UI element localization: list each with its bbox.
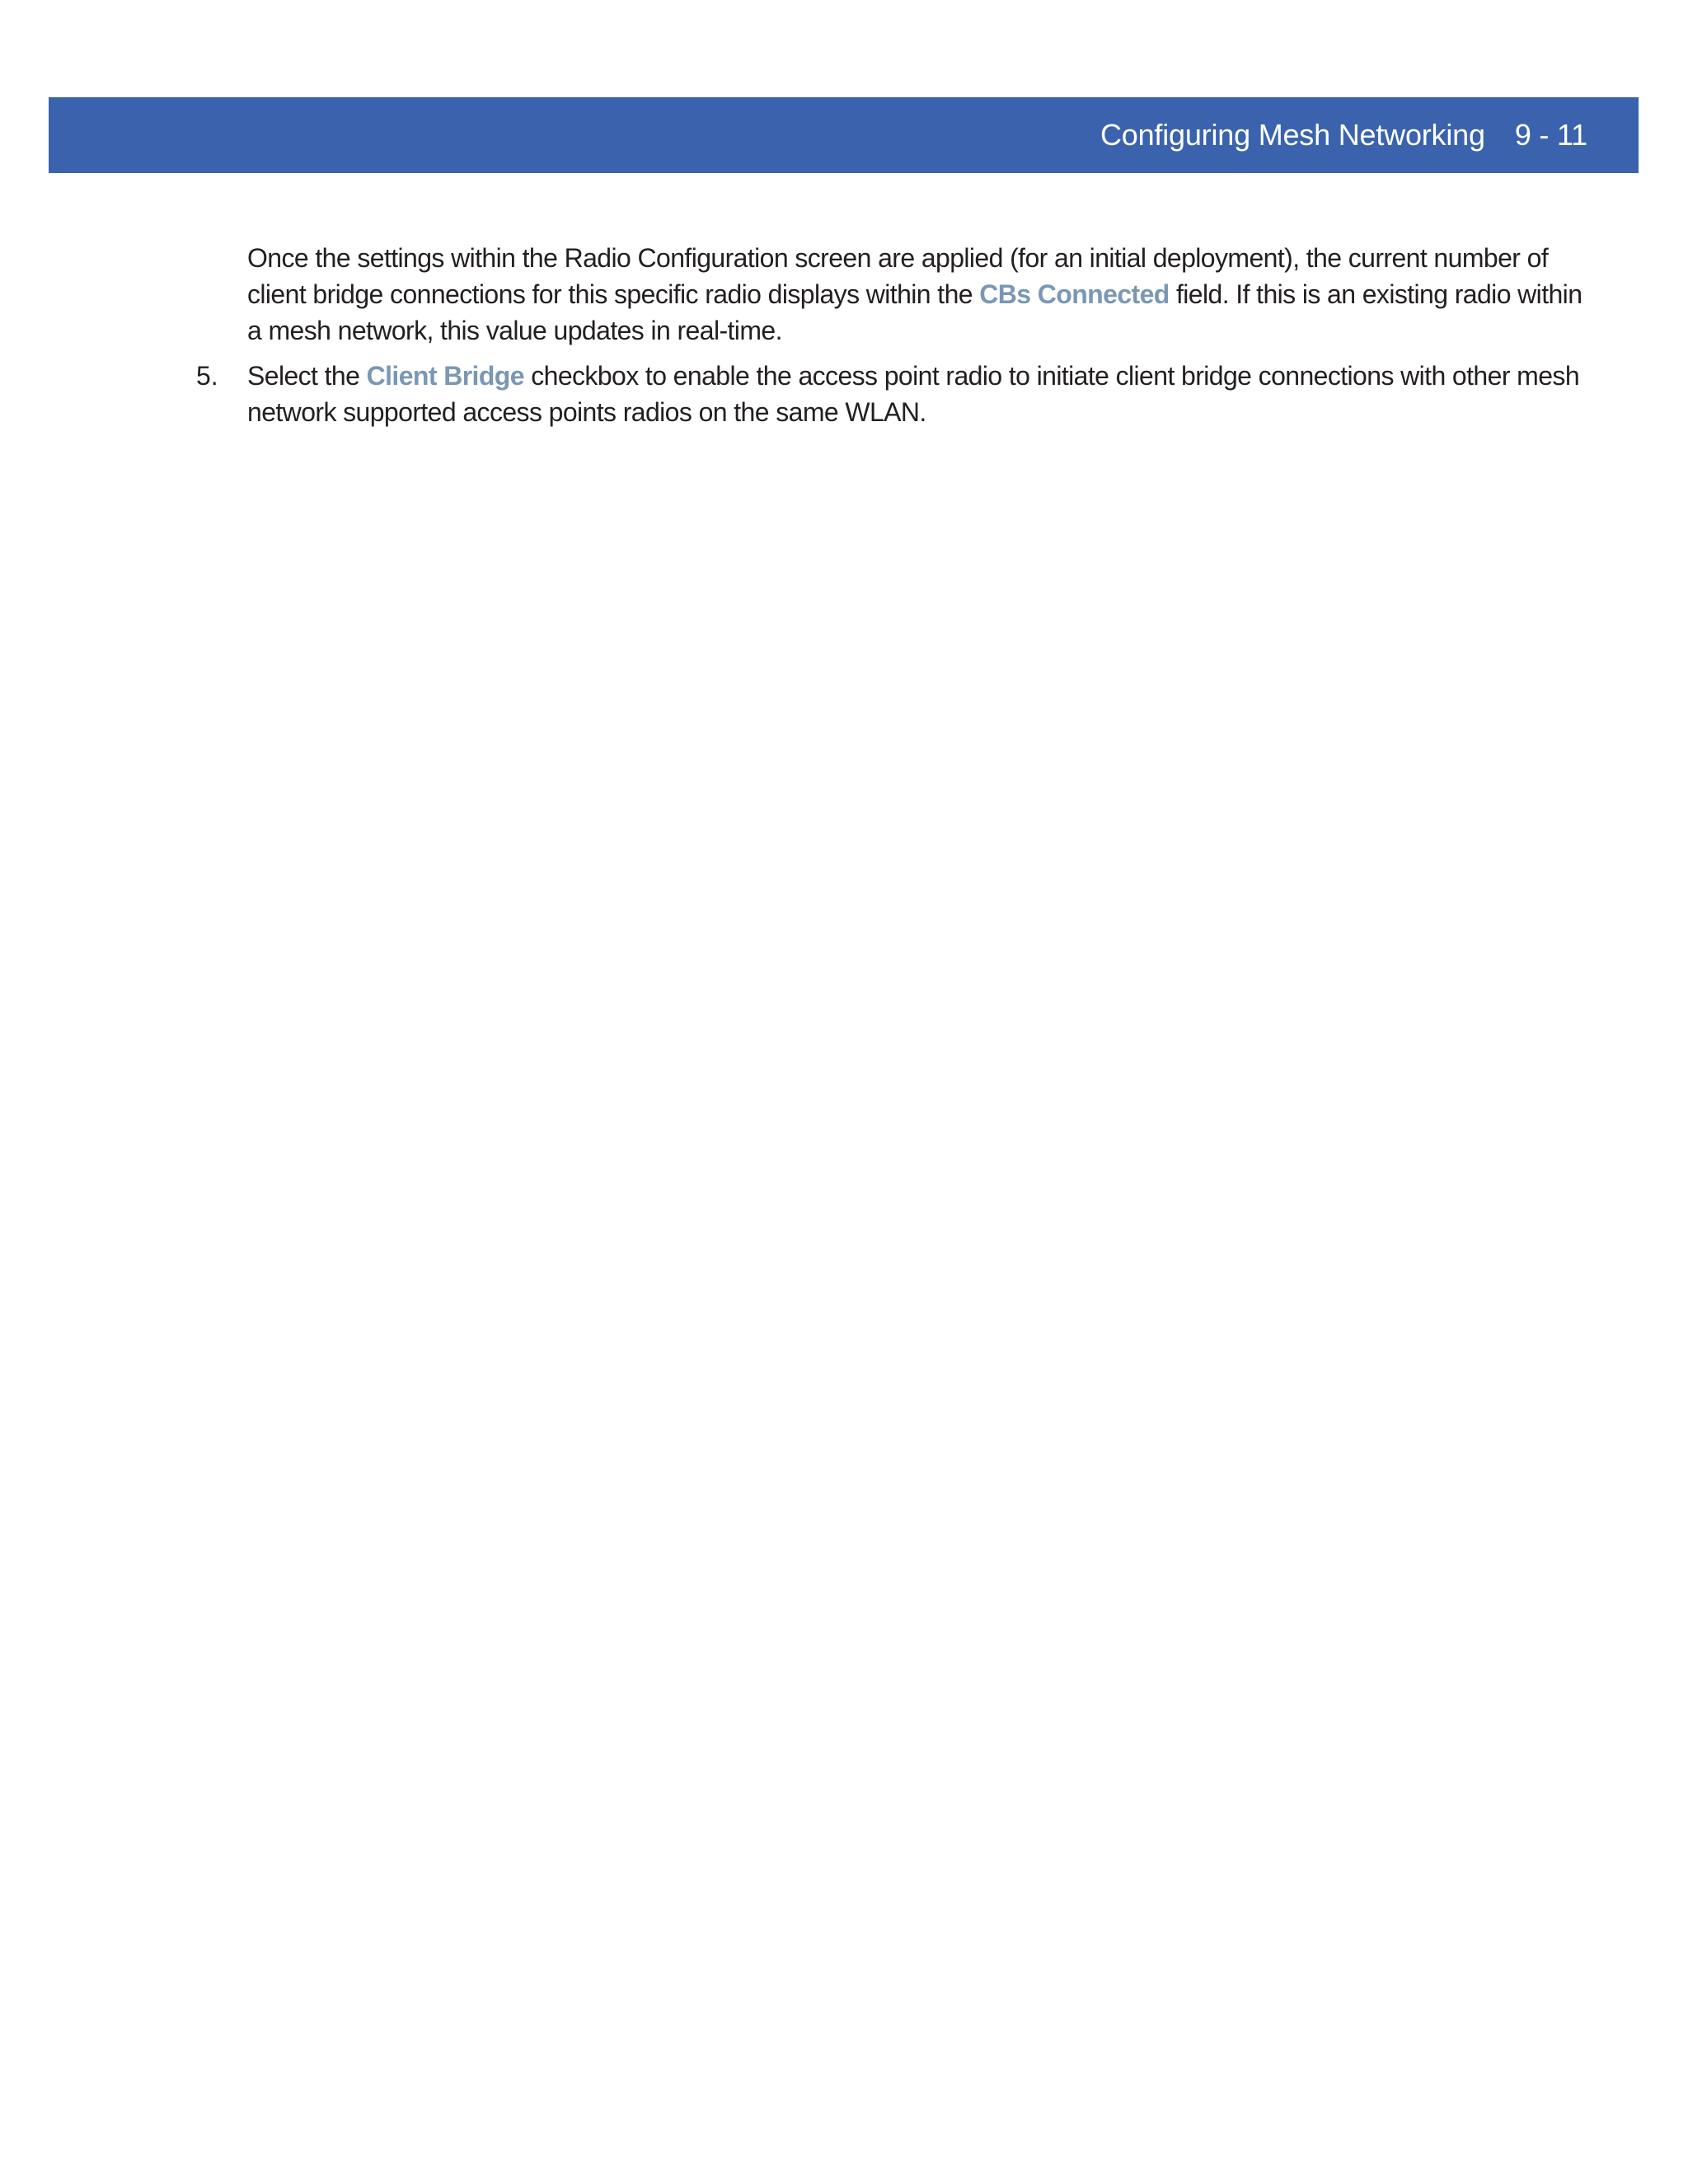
- paragraph-text: Once the settings within the Radio Configuration screen are applied (for an initial deployment), the current number of client bridge connections for this specific radio displays within the: [247, 243, 1549, 309]
- page-number: 9 - 11: [1514, 118, 1587, 152]
- step-number: 5.: [196, 361, 218, 391]
- cbs-connected-term: CBs Connected: [979, 279, 1170, 309]
- step-client-bridge: [247, 358, 1582, 430]
- page-header-bar: [49, 97, 1639, 173]
- paragraph-cbs-connected: [247, 240, 1582, 349]
- step-text: checkbox to enable the access point radio to initiate client bridge connections with other mesh network supported access points radios on the same WLAN.: [247, 361, 1580, 427]
- page-header: [1100, 97, 1587, 173]
- client-bridge-term: Client Bridge: [366, 361, 524, 391]
- step-text: Select the: [247, 361, 367, 391]
- chapter-title: Configuring Mesh Networking: [1100, 118, 1485, 152]
- paragraph-text: field. If this is an existing radio within a mesh network, this value updates in real-time.: [247, 279, 1582, 345]
